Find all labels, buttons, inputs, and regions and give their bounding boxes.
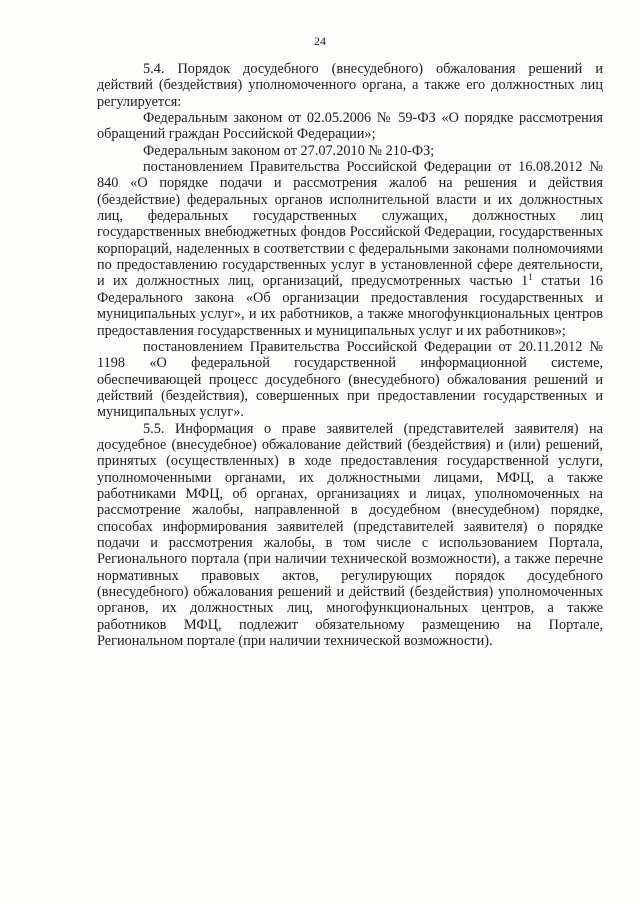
paragraph-resolution-840-part2: статьи 16 Федерального закона «Об организации предоставления государственных и муниципальных услуг», и их работников, а также многофункциональных центров предоставления государственных и муниципальных услуг и их работников»; (97, 273, 603, 339)
paragraph-resolution-1198: постановлением Правительства Российской Федерации от 20.11.2012 № 1198 «О федеральной государственной информационной системе, обеспечивающей процесс досудебного (внесудебного) обжалования решений и действий (бездействия), совершенных при предоставлении государственных и муниципальных услуг». (97, 338, 603, 421)
paragraph-5-4: 5.4. Порядок досудебного (внесудебного) обжалования решений и действий (бездействия) уполномоченного органа, а также его должностных лиц регулируется: (97, 61, 603, 110)
paragraph-resolution-840 (97, 159, 603, 339)
paragraph-resolution-840-part1: постановлением Правительства Российской Федерации от 16.08.2012 № 840 «О порядке подачи и рассмотрения жалоб на решения и действия (бездействие) федеральных органов исполнительной власти и их должностных лиц, федеральных государственных служащих, должностных лиц государственных внебюджетных фондов Российской Федерации, государственных корпораций, наделенных в соответствии с федеральными законами полномочиями по предоставлению государственных услуг в установленной сфере деятельности, и их должностных лиц, организаций, предусмотренных частью 1 (97, 159, 603, 290)
paragraph-law-210-fz: Федеральным законом от 27.07.2010 № 210-ФЗ; (143, 142, 435, 159)
paragraph-law-59-fz: Федеральным законом от 02.05.2006 № 59-ФЗ «О порядке рассмотрения обращений граждан Российской Федерации»; (97, 110, 603, 143)
document-body (97, 61, 603, 649)
superscript-one: 1 (528, 272, 533, 283)
page-number: 24 (314, 34, 326, 48)
paragraph-5-5: 5.5. Информация о праве заявителей (представителей заявителя) на досудебное (внесудебное) обжалование действий (бездействия) и (или) решений, принятых (осуществленных) в ходе предоставления государственной услуги, уполномоченными органами, их должностными лицами, МФЦ, а также работниками МФЦ, об органах, организациях и лицах, уполномоченных на рассмотрение жалобы, направленной в досудебном (внесудебном) порядке, способах информирования заявителей (представителей заявителя) о порядке подачи и рассмотрения жалобы, в том числе с использованием Портала, Регионального портала (при наличии технической возможности), а также перечне нормативных правовых актов, регулирующих порядок досудебного (внесудебного) обжалования решений и действий (бездействия) уполномоченных органов, их должностных лиц, многофункциональных центров, а также работников МФЦ, подлежит обязательному размещению на Портале, Региональном портале (при наличии технической возможности). (97, 420, 603, 650)
